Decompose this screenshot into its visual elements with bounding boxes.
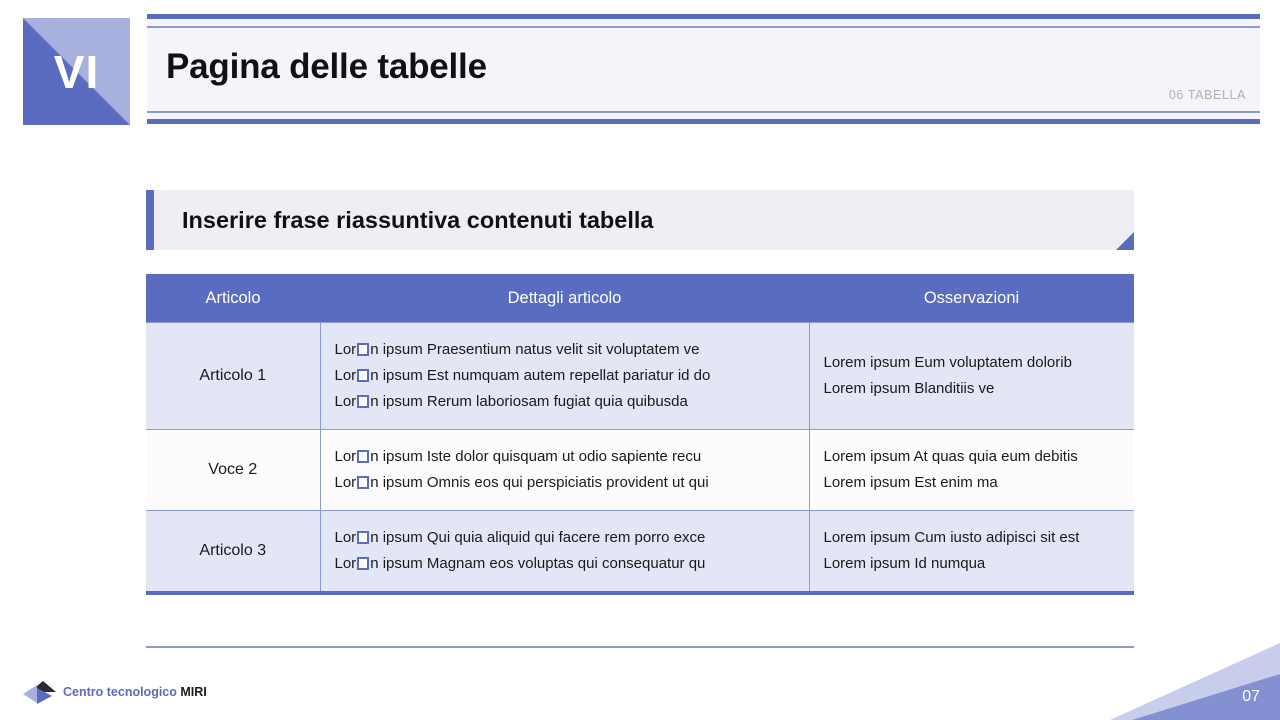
slide-header [0, 0, 1280, 128]
detail-line [335, 363, 809, 389]
cell-dettagli [320, 430, 809, 511]
table-row [146, 511, 1134, 594]
table-row [146, 323, 1134, 430]
summary-corner-triangle [1116, 232, 1134, 250]
note-line: Lorem ipsum Cum iusto adipisci sit est [823, 529, 1080, 546]
cell-osservazioni [809, 323, 1134, 430]
detail-line [335, 551, 809, 577]
cell-articolo: Voce 2 [146, 430, 320, 511]
table-underline [146, 646, 1134, 648]
slide-logo-badge [23, 18, 130, 125]
missing-glyph-icon [357, 369, 369, 382]
detail-line-suffix: n ipsum Est numquam autem repellat pariatur id do [370, 367, 711, 384]
footer-brand-primary: Centro tecnologico [63, 685, 181, 699]
cell-osservazioni [809, 430, 1134, 511]
detail-line-suffix: n ipsum Praesentium natus velit sit voluptatem ve [370, 341, 700, 358]
cell-dettagli [320, 323, 809, 430]
data-table [146, 274, 1134, 595]
detail-line-prefix: Lor [334, 367, 357, 384]
missing-glyph-icon [357, 531, 369, 544]
footer-logo [22, 678, 222, 706]
column-header-dettagli: Dettagli articolo [320, 274, 809, 323]
cube-icon-right-face [37, 688, 52, 704]
detail-line [335, 389, 809, 415]
missing-glyph-icon [357, 557, 369, 570]
cell-osservazioni [809, 511, 1134, 594]
detail-line-suffix: n ipsum Rerum laboriosam fugiat quia quibusda [370, 393, 688, 410]
column-header-osservazioni: Osservazioni [809, 274, 1134, 323]
table-body [146, 323, 1134, 594]
detail-line-suffix: n ipsum Qui quia aliquid qui facere rem porro exce [370, 529, 706, 546]
cell-articolo: Articolo 1 [146, 323, 320, 430]
cube-icon [22, 679, 56, 705]
detail-line-prefix: Lor [334, 555, 357, 572]
note-line: Lorem ipsum Eum voluptatem dolorib [823, 354, 1072, 371]
table-header-row [146, 274, 1134, 323]
missing-glyph-icon [357, 395, 369, 408]
detail-line-suffix: n ipsum Iste dolor quisquam ut odio sapiente recu [370, 448, 702, 465]
detail-line-prefix: Lor [334, 341, 357, 358]
cell-articolo: Articolo 3 [146, 511, 320, 594]
note-line: Lorem ipsum At quas quia eum debitis [823, 448, 1078, 465]
footer-brand-suffix: MIRI [180, 685, 207, 699]
detail-line [335, 444, 809, 470]
page-title: Pagina delle tabelle [166, 47, 487, 86]
detail-line-prefix: Lor [334, 448, 357, 465]
missing-glyph-icon [357, 343, 369, 356]
cube-icon-left-face [23, 685, 37, 703]
section-label: 06 TABELLA [1168, 88, 1246, 102]
footer-brand-name [63, 685, 207, 699]
table-row [146, 430, 1134, 511]
detail-line-prefix: Lor [334, 474, 357, 491]
summary-text: Inserire frase riassuntiva contenuti tabella [182, 206, 654, 233]
detail-line [335, 470, 809, 496]
note-line: Lorem ipsum Blanditiis ve [823, 380, 995, 397]
missing-glyph-icon [357, 450, 369, 463]
detail-line-suffix: n ipsum Omnis eos qui perspiciatis provident ut qui [370, 474, 709, 491]
header-rule-bottom [147, 111, 1260, 113]
detail-line-prefix: Lor [334, 393, 357, 410]
note-line: Lorem ipsum Id numqua [823, 555, 986, 572]
header-rule-top [147, 26, 1260, 28]
detail-line-prefix: Lor [334, 529, 357, 546]
cell-dettagli [320, 511, 809, 594]
summary-accent-bar [146, 190, 154, 250]
detail-line [335, 337, 809, 363]
detail-line [335, 525, 809, 551]
summary-bar [146, 190, 1134, 250]
note-line: Lorem ipsum Est enim ma [823, 474, 998, 491]
detail-line-suffix: n ipsum Magnam eos voluptas qui consequatur qu [370, 555, 706, 572]
missing-glyph-icon [357, 476, 369, 489]
column-header-articolo: Articolo [146, 274, 320, 323]
page-number: 07 [1242, 688, 1260, 705]
slide-logo-text: VI [53, 45, 100, 98]
